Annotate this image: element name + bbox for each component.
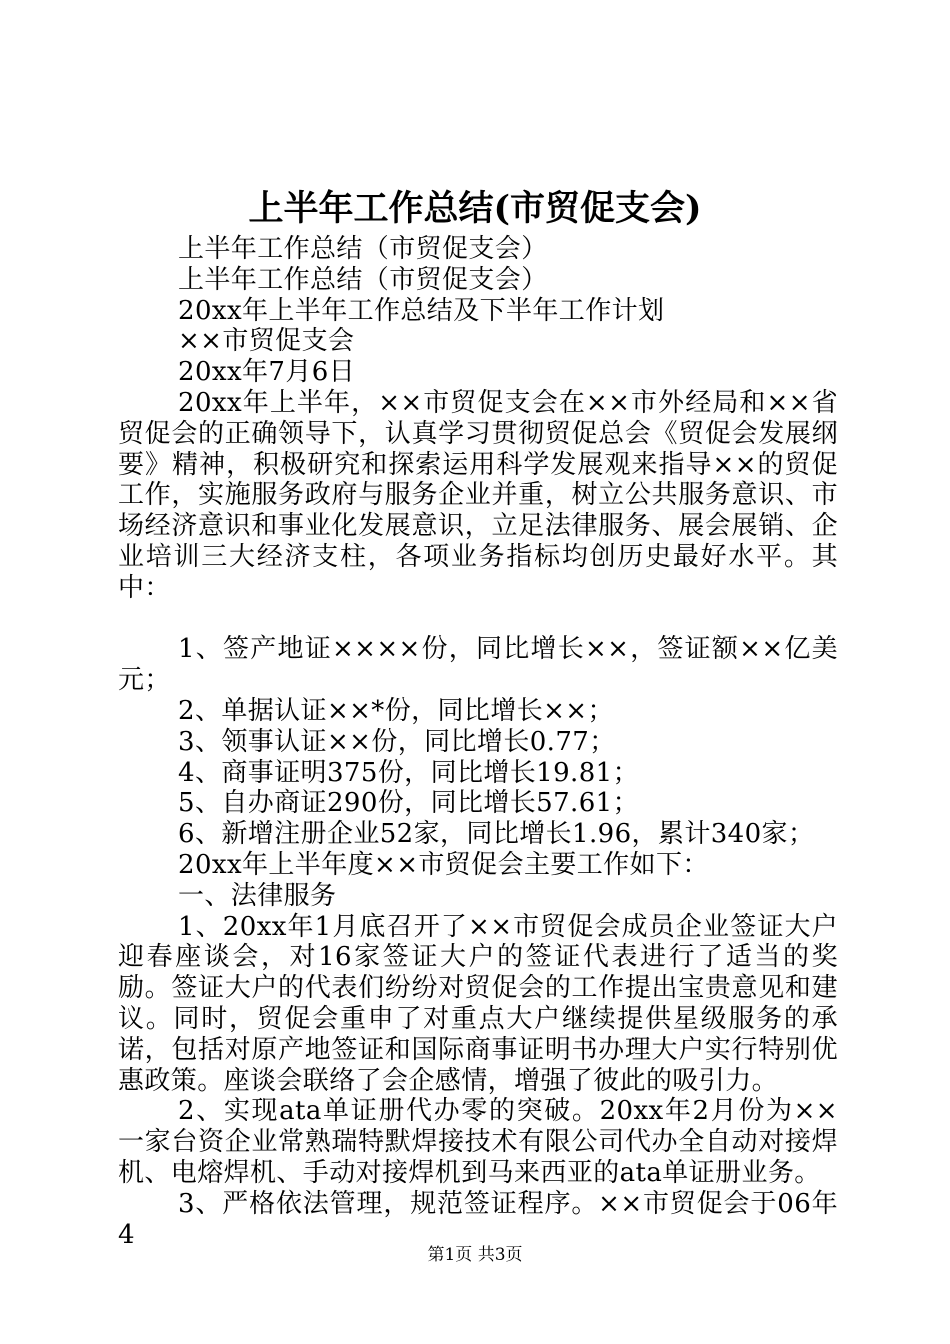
paragraph-item: 1、20xx年1月底召开了××市贸促会成员企业签证大户迎春座谈会，对16家签证大户的签证代表进行了适当的奖励。签证大户的代表们纷纷对贸促会的工作提出宝贵意见和建议。同时，贸促会重申了对重点大户继续提供星级服务的承诺，包括对原产地签证和国际商事证明书办理大户实行特别优惠政策。座谈会联络了会企感情，增强了彼此的吸引力。: [118, 911, 838, 1096]
list-item: 3、领事认证××份，同比增长0.77；: [178, 726, 616, 757]
paragraph-subtitle-1: 上半年工作总结（市贸促支会）: [178, 234, 548, 264]
paragraph-item: 2、实现ata单证册代办零的突破。20xx年2月份为××一家台资企业常熟瑞特默焊接技术有限公司代办全自动对接焊机、电熔焊机、手动对接焊机到马来西亚的ata单证册业务。: [118, 1096, 838, 1188]
paragraph-overview: 20xx年上半年，××市贸促支会在××市外经局和××省贸促会的正确领导下，认真学习贯彻贸促总会《贸促会发展纲要》精神，积极研究和探索运用科学发展观来指导××的贸促工作，实施服务政府与服务企业并重，树立公共服务意识、市场经济意识和事业化发展意识，立足法律服务、展会展销、企业培训三大经济支柱，各项业务指标均创历史最好水平。其中：: [118, 387, 838, 603]
document-title: 上半年工作总结(市贸促支会): [248, 188, 702, 229]
list-item: 6、新增注册企业52家，同比增长1.96，累计340家；: [178, 819, 815, 850]
page-footer: 第1页 共3页: [427, 1245, 523, 1265]
section-heading-legal-services: 一、法律服务: [178, 880, 337, 911]
paragraph-organization: ××市贸促支会: [178, 326, 355, 357]
list-item: 5、自办商证290份，同比增长57.61；: [178, 788, 640, 819]
list-item: 4、商事证明375份，同比增长19.81；: [178, 757, 640, 788]
list-item: 2、单据认证××*份，同比增长××；: [178, 695, 614, 726]
paragraph-report-heading: 20xx年上半年工作总结及下半年工作计划: [178, 295, 665, 326]
document-body: [118, 234, 838, 1250]
paragraph-date: 20xx年7月6日: [178, 357, 356, 388]
paragraph-item: 3、严格依法管理，规范签证程序。××市贸促会于06年4: [118, 1188, 838, 1250]
paragraph-subtitle-2: 上半年工作总结（市贸促支会）: [178, 264, 548, 295]
paragraph-main-work-intro: 20xx年上半年度××市贸促会主要工作如下：: [178, 849, 709, 880]
list-item: 1、签产地证××××份，同比增长××，签证额××亿美元；: [118, 634, 838, 696]
